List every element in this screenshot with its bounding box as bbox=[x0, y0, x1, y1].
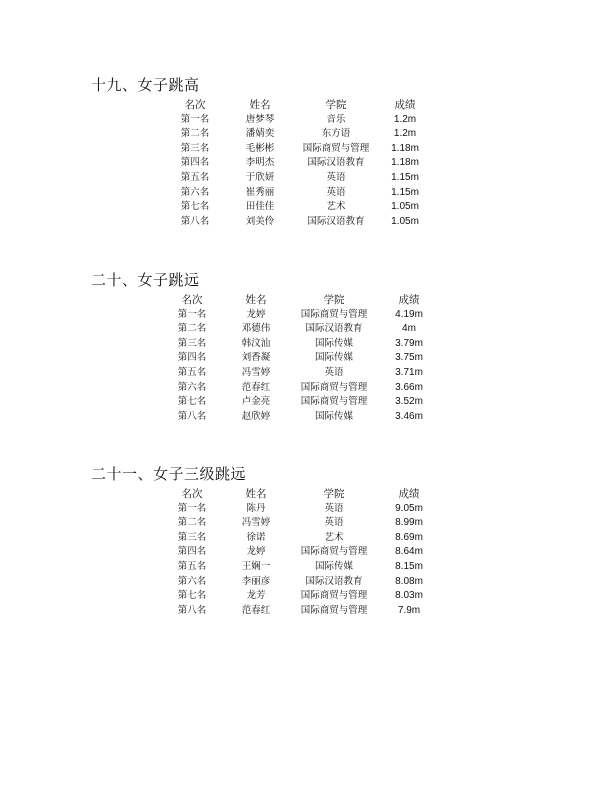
score-cell: 1.18m bbox=[391, 142, 419, 154]
section-title: 十九、女子跳高 bbox=[91, 76, 200, 94]
rank-cell: 第一名 bbox=[177, 308, 207, 320]
table-row bbox=[0, 560, 600, 575]
header-rank: 名次 bbox=[181, 294, 203, 306]
rank-cell: 第三名 bbox=[180, 142, 210, 154]
name-cell: 于欣妍 bbox=[245, 171, 275, 183]
table-header bbox=[0, 98, 600, 113]
name-cell: 田佳佳 bbox=[245, 201, 275, 213]
college-cell: 国际商贸与管理 bbox=[300, 546, 368, 558]
table-row bbox=[0, 395, 600, 410]
rank-cell: 第三名 bbox=[177, 531, 207, 543]
table-row bbox=[0, 604, 600, 619]
section-title: 二十、女子跳远 bbox=[91, 271, 200, 289]
name-cell: 龙芳 bbox=[246, 590, 266, 602]
rank-cell: 第八名 bbox=[180, 215, 210, 227]
table-row bbox=[0, 308, 600, 323]
score-cell: 1.2m bbox=[393, 128, 417, 140]
rank-cell: 第二名 bbox=[177, 517, 207, 529]
rank-cell: 第四名 bbox=[177, 546, 207, 558]
table-header bbox=[0, 293, 600, 308]
college-cell: 英语 bbox=[326, 186, 346, 198]
college-cell: 国际商贸与管理 bbox=[300, 381, 368, 393]
rank-cell: 第一名 bbox=[180, 113, 210, 125]
college-cell: 艺术 bbox=[326, 201, 346, 213]
table-row bbox=[0, 215, 600, 230]
header-rank: 名次 bbox=[184, 99, 206, 111]
rank-cell: 第七名 bbox=[180, 201, 210, 213]
score-cell: 1.15m bbox=[391, 171, 419, 183]
name-cell: 冯雪婷 bbox=[241, 366, 271, 378]
name-cell: 唐梦琴 bbox=[245, 113, 275, 125]
rank-cell: 第二名 bbox=[180, 128, 210, 140]
table-row bbox=[0, 575, 600, 590]
name-cell: 刘美伶 bbox=[245, 215, 275, 227]
college-cell: 国际汉语教育 bbox=[305, 575, 363, 587]
name-cell: 陈丹 bbox=[246, 502, 266, 514]
header-name: 姓名 bbox=[249, 99, 271, 111]
score-cell: 8.08m bbox=[395, 575, 423, 587]
table-row bbox=[0, 516, 600, 531]
college-cell: 国际传媒 bbox=[314, 352, 354, 364]
name-cell: 徐诺 bbox=[246, 531, 266, 543]
college-cell: 国际汉语教育 bbox=[305, 323, 363, 335]
college-cell: 国际汉语教育 bbox=[307, 157, 365, 169]
rank-cell: 第八名 bbox=[177, 604, 207, 616]
score-cell: 3.71m bbox=[395, 366, 423, 378]
score-cell: 1.05m bbox=[391, 201, 419, 213]
table-row bbox=[0, 142, 600, 157]
header-score: 成绩 bbox=[394, 99, 416, 111]
score-cell: 4m bbox=[402, 323, 416, 335]
table-row bbox=[0, 200, 600, 215]
name-cell: 卢金亮 bbox=[241, 396, 271, 408]
rank-cell: 第七名 bbox=[177, 396, 207, 408]
score-cell: 3.52m bbox=[395, 396, 423, 408]
college-cell: 国际传媒 bbox=[314, 410, 354, 422]
score-cell: 1.05m bbox=[391, 215, 419, 227]
college-cell: 英语 bbox=[324, 517, 344, 529]
name-cell: 范春红 bbox=[241, 381, 271, 393]
score-cell: 1.15m bbox=[391, 186, 419, 198]
header-score: 成绩 bbox=[398, 294, 420, 306]
rank-cell: 第三名 bbox=[177, 337, 207, 349]
score-cell: 1.18m bbox=[391, 157, 419, 169]
college-cell: 国际商贸与管理 bbox=[302, 142, 370, 154]
rank-cell: 第五名 bbox=[180, 171, 210, 183]
table-row bbox=[0, 531, 600, 546]
table-row bbox=[0, 502, 600, 517]
rank-cell: 第七名 bbox=[177, 590, 207, 602]
name-cell: 刘香凝 bbox=[241, 352, 271, 364]
name-cell: 范春红 bbox=[241, 604, 271, 616]
name-cell: 韩汶汕 bbox=[241, 337, 271, 349]
header-college: 学院 bbox=[323, 488, 345, 500]
name-cell: 赵欣婷 bbox=[241, 410, 271, 422]
rank-cell: 第六名 bbox=[177, 381, 207, 393]
college-cell: 艺术 bbox=[324, 531, 344, 543]
rank-cell: 第八名 bbox=[177, 410, 207, 422]
rank-cell: 第一名 bbox=[177, 502, 207, 514]
results-table bbox=[0, 98, 600, 229]
name-cell: 王娴一 bbox=[241, 560, 271, 572]
table-row bbox=[0, 589, 600, 604]
score-cell: 8.15m bbox=[395, 560, 423, 572]
college-cell: 国际传媒 bbox=[314, 560, 354, 572]
rank-cell: 第四名 bbox=[180, 157, 210, 169]
college-cell: 音乐 bbox=[326, 113, 346, 125]
score-cell: 7.9m bbox=[397, 604, 421, 616]
college-cell: 国际商贸与管理 bbox=[300, 308, 368, 320]
score-cell: 3.79m bbox=[395, 337, 423, 349]
table-row bbox=[0, 366, 600, 381]
rank-cell: 第五名 bbox=[177, 560, 207, 572]
header-college: 学院 bbox=[325, 99, 347, 111]
score-cell: 1.2m bbox=[393, 113, 417, 125]
score-cell: 4.19m bbox=[395, 308, 423, 320]
score-cell: 8.03m bbox=[395, 590, 423, 602]
rank-cell: 第五名 bbox=[177, 366, 207, 378]
header-college: 学院 bbox=[323, 294, 345, 306]
results-table bbox=[0, 293, 600, 424]
college-cell: 国际商贸与管理 bbox=[300, 590, 368, 602]
name-cell: 李丽彦 bbox=[241, 575, 271, 587]
header-name: 姓名 bbox=[245, 294, 267, 306]
college-cell: 国际传媒 bbox=[314, 337, 354, 349]
table-row bbox=[0, 186, 600, 201]
name-cell: 潘婧奕 bbox=[245, 128, 275, 140]
header-rank: 名次 bbox=[181, 488, 203, 500]
college-cell: 英语 bbox=[324, 366, 344, 378]
score-cell: 8.69m bbox=[395, 531, 423, 543]
results-table bbox=[0, 487, 600, 618]
college-cell: 国际商贸与管理 bbox=[300, 604, 368, 616]
table-row bbox=[0, 322, 600, 337]
name-cell: 龙婷 bbox=[246, 546, 266, 558]
table-row bbox=[0, 156, 600, 171]
score-cell: 8.99m bbox=[395, 517, 423, 529]
header-name: 姓名 bbox=[245, 488, 267, 500]
name-cell: 毛彬彬 bbox=[245, 142, 275, 154]
table-row bbox=[0, 351, 600, 366]
college-cell: 英语 bbox=[326, 171, 346, 183]
table-row bbox=[0, 113, 600, 128]
table-row bbox=[0, 381, 600, 396]
name-cell: 李明杰 bbox=[245, 157, 275, 169]
college-cell: 英语 bbox=[324, 502, 344, 514]
table-row bbox=[0, 127, 600, 142]
table-row bbox=[0, 337, 600, 352]
rank-cell: 第四名 bbox=[177, 352, 207, 364]
rank-cell: 第六名 bbox=[180, 186, 210, 198]
score-cell: 8.64m bbox=[395, 546, 423, 558]
section-title: 二十一、女子三级跳远 bbox=[91, 465, 247, 483]
score-cell: 3.75m bbox=[395, 352, 423, 364]
table-row bbox=[0, 545, 600, 560]
name-cell: 邓德伟 bbox=[241, 323, 271, 335]
rank-cell: 第六名 bbox=[177, 575, 207, 587]
header-score: 成绩 bbox=[398, 488, 420, 500]
rank-cell: 第二名 bbox=[177, 323, 207, 335]
table-row bbox=[0, 410, 600, 425]
table-header bbox=[0, 487, 600, 502]
name-cell: 龙婷 bbox=[246, 308, 266, 320]
score-cell: 3.66m bbox=[395, 381, 423, 393]
college-cell: 国际商贸与管理 bbox=[300, 396, 368, 408]
name-cell: 崔秀丽 bbox=[245, 186, 275, 198]
score-cell: 3.46m bbox=[395, 410, 423, 422]
name-cell: 冯雪婷 bbox=[241, 517, 271, 529]
college-cell: 国际汉语教育 bbox=[307, 215, 365, 227]
score-cell: 9.05m bbox=[395, 502, 423, 514]
college-cell: 东方语 bbox=[321, 128, 351, 140]
table-row bbox=[0, 171, 600, 186]
